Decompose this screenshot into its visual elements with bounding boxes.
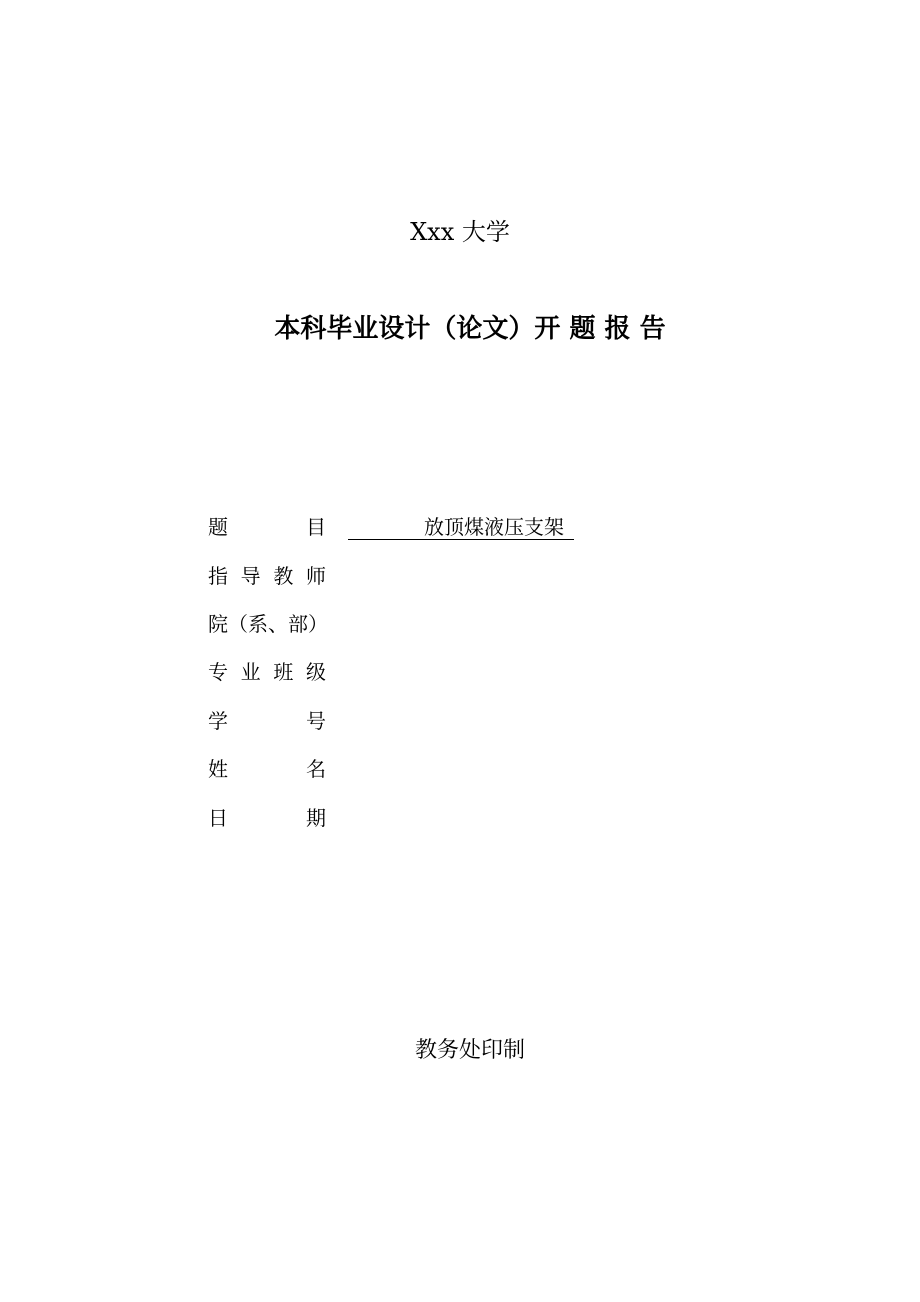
field-value-name [348, 756, 574, 782]
field-label-topic [208, 511, 326, 543]
label-char: 号 [306, 708, 326, 733]
field-advisor [208, 551, 628, 599]
label-char: 指 [208, 563, 228, 588]
label-char: 日 [208, 805, 228, 830]
field-label-name [208, 753, 326, 785]
label-char: 专 [208, 660, 228, 685]
field-label-department: 院（系、部） [208, 611, 328, 636]
field-major-class [208, 648, 628, 696]
printer-note: 教务处印制 [414, 1038, 525, 1063]
field-value-student-id [348, 708, 574, 734]
label-char: 导 [240, 563, 261, 588]
field-date [208, 793, 628, 841]
field-label-major-class [208, 656, 326, 688]
label-char: 学 [208, 708, 228, 733]
field-label-advisor [208, 560, 326, 592]
field-name [208, 745, 628, 793]
field-value-advisor [348, 563, 574, 589]
label-char: 名 [306, 757, 326, 782]
field-value-date [348, 805, 574, 831]
label-char: 姓 [208, 757, 228, 782]
field-value-major-class [348, 659, 574, 685]
label-char: 目 [306, 515, 326, 540]
field-value-department [348, 611, 574, 637]
field-value-topic: 放顶煤液压支架 [348, 514, 574, 540]
label-char: 师 [305, 563, 326, 588]
university-name: Xxx 大学 [410, 218, 510, 246]
field-label-student-id [208, 705, 326, 737]
label-char: 班 [273, 660, 294, 685]
field-label-date [208, 802, 326, 834]
label-char: 题 [208, 515, 228, 540]
label-char: 级 [305, 660, 326, 685]
cover-fields [208, 503, 628, 842]
label-char: 业 [240, 660, 261, 685]
field-department [208, 600, 628, 648]
label-char: 教 [273, 563, 294, 588]
field-topic [208, 503, 628, 551]
report-title: 本科毕业设计（论文）开 题 报 告 [274, 314, 666, 344]
field-student-id [208, 697, 628, 745]
label-char: 期 [306, 805, 326, 830]
